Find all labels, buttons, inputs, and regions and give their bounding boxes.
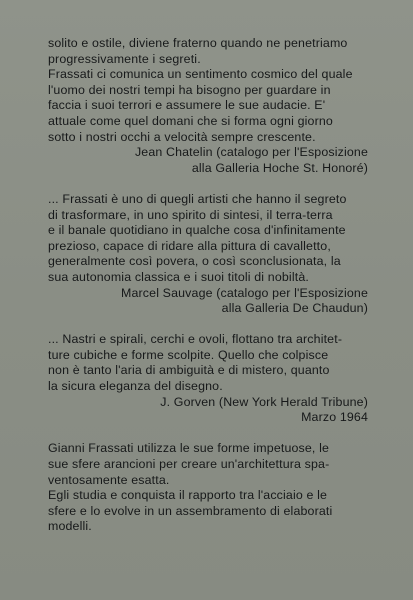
text-line: sfere e lo evolve in un assembramento di elaborati bbox=[48, 503, 333, 518]
attribution-line: Marzo 1964 bbox=[301, 410, 368, 425]
paragraph-4 bbox=[48, 441, 368, 535]
text-line: faccia i suoi terrori e assumere le sue audacie. E' bbox=[48, 98, 326, 113]
attribution-line: J. Gorven (New York Herald Tribune) bbox=[160, 394, 368, 409]
text-line: modelli. bbox=[48, 519, 92, 534]
paragraph-2 bbox=[48, 192, 368, 286]
text-line: l'uomo dei nostri tempi ha bisogno per guardare in bbox=[48, 82, 331, 97]
text-line: ventosamente esatta. bbox=[48, 472, 170, 487]
text-line: la sicura eleganza del disegno. bbox=[48, 379, 223, 394]
text-line: generalmente così povera, o così sconclusionata, la bbox=[48, 254, 341, 269]
text-line: prezioso, capace di ridare alla pittura di cavalletto, bbox=[48, 238, 331, 253]
text-line: non è tanto l'aria di ambiguità e di mistero, quanto bbox=[48, 363, 330, 378]
attribution-line: Marcel Sauvage (catalogo per l'Esposizione bbox=[121, 285, 368, 300]
attribution-line: alla Galleria De Chaudun) bbox=[221, 301, 368, 316]
paragraph-3 bbox=[48, 332, 368, 394]
text-line: solito e ostile, diviene fraterno quando ne penetriamo bbox=[48, 36, 348, 50]
text-line: progressivamente i segreti. bbox=[48, 51, 201, 66]
text-line: di trasformare, in uno spirito di sintesi, il terra-terra bbox=[48, 207, 333, 222]
text-line: attuale come quel domani che si forma ogni giorno bbox=[48, 113, 333, 128]
attribution-line: Jean Chatelin (catalogo per l'Esposizione bbox=[134, 145, 368, 160]
text-line: ... Frassati è uno di quegli artisti che hanno il segreto bbox=[48, 191, 347, 206]
attribution-2 bbox=[48, 286, 368, 317]
text-line: Egli studia e conquista il rapporto tra l'acciaio e le bbox=[48, 488, 328, 503]
paragraph-1 bbox=[48, 36, 368, 145]
attribution-1 bbox=[48, 145, 368, 176]
text-line: sua autonomia classica e i suoi titoli di nobiltà. bbox=[48, 269, 309, 284]
text-line: Frassati ci comunica un sentimento cosmico del quale bbox=[48, 67, 353, 82]
spacer bbox=[48, 176, 368, 192]
text-line: e il banale quotidiano in qualche cosa d'infinitamente bbox=[48, 223, 346, 238]
text-line: Gianni Frassati utilizza le sue forme impetuose, le bbox=[48, 441, 330, 456]
text-line: ... Nastri e spirali, cerchi e ovoli, flottano tra architet- bbox=[48, 332, 343, 347]
spacer bbox=[48, 426, 368, 442]
text-body bbox=[48, 36, 368, 535]
text-line: sotto i nostri occhi a velocità sempre crescente. bbox=[48, 129, 316, 144]
attribution-line: alla Galleria Hoche St. Honoré) bbox=[191, 160, 368, 175]
attribution-3 bbox=[48, 395, 368, 426]
spacer bbox=[48, 317, 368, 333]
text-line: ture cubiche e forme scolpite. Quello che colpisce bbox=[48, 347, 329, 362]
text-line: sue sfere arancioni per creare un'architettura spa- bbox=[48, 457, 330, 472]
